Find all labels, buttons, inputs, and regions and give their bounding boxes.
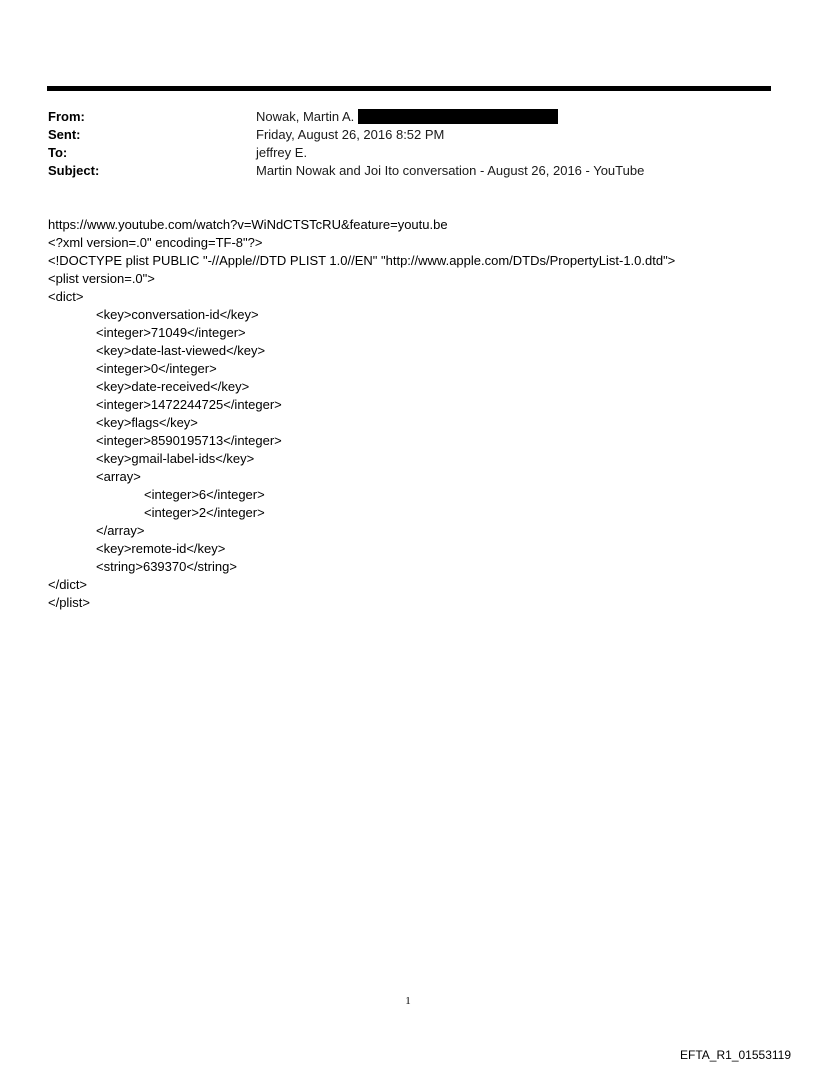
body-line: <?xml version=.0" encoding=TF-8"?>: [48, 235, 263, 250]
body-line: <integer>71049</integer>: [96, 325, 246, 340]
body-line: <integer>6</integer>: [144, 487, 265, 502]
body-line: <key>gmail-label-ids</key>: [96, 451, 255, 466]
sent-label: Sent:: [48, 127, 81, 142]
body-line: <integer>0</integer>: [96, 361, 217, 376]
body-line: </dict>: [48, 577, 88, 592]
header-from-row: [48, 108, 768, 126]
header-subject-row: [48, 162, 768, 180]
body-line: <key>date-last-viewed</key>: [96, 343, 266, 358]
page-number: 1: [405, 995, 411, 1007]
body-line: <integer>2</integer>: [144, 505, 265, 520]
body-line: <key>date-received</key>: [96, 379, 250, 394]
to-value: jeffrey E.: [256, 145, 308, 160]
email-body: [48, 216, 788, 612]
header-to-row: [48, 144, 768, 162]
header-sent-row: [48, 126, 768, 144]
body-line: <key>flags</key>: [96, 415, 198, 430]
subject-label: Subject:: [48, 163, 100, 178]
document-id: EFTA_R1_01553119: [680, 1048, 791, 1062]
body-line: https://www.youtube.com/watch?v=WiNdCTSTcRU&feature=youtu.be: [48, 217, 448, 232]
from-label: From:: [48, 109, 85, 124]
to-label: To:: [48, 145, 68, 160]
body-line: <key>conversation-id</key>: [96, 307, 259, 322]
body-line: <dict>: [48, 289, 84, 304]
redaction-block: [358, 109, 558, 124]
from-name: Nowak, Martin A.: [256, 109, 355, 124]
subject-value: Martin Nowak and Joi Ito conversation - August 26, 2016 - YouTube: [256, 163, 645, 178]
header-rule: [47, 86, 771, 91]
body-line: </array>: [96, 523, 145, 538]
body-line: <integer>8590195713</integer>: [96, 433, 282, 448]
body-line: </plist>: [48, 595, 90, 610]
body-line: <plist version=.0">: [48, 271, 155, 286]
sent-value: Friday, August 26, 2016 8:52 PM: [256, 127, 445, 142]
body-line: <!DOCTYPE plist PUBLIC "-//Apple//DTD PLIST 1.0//EN" "http://www.apple.com/DTDs/PropertyList-1.0.dtd">: [48, 253, 676, 268]
body-line: <key>remote-id</key>: [96, 541, 226, 556]
body-line: <string>639370</string>: [96, 559, 237, 574]
from-value: [256, 108, 558, 126]
body-line: <array>: [96, 469, 141, 484]
body-line: <integer>1472244725</integer>: [96, 397, 282, 412]
